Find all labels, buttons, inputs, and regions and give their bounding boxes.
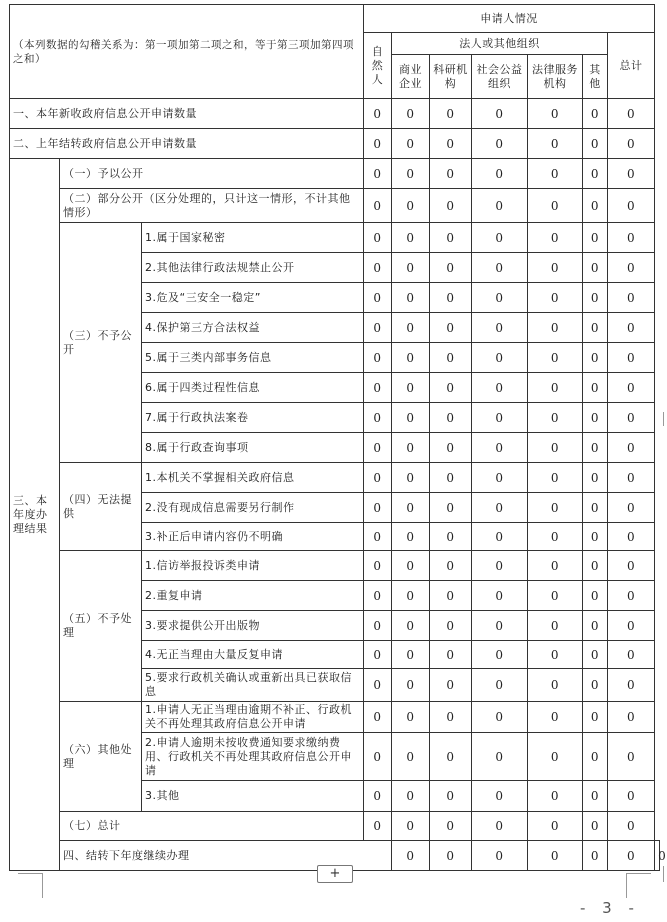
cell-commercial: 0 [392, 433, 430, 463]
cell-other: 0 [583, 493, 608, 523]
cell-research: 0 [430, 159, 472, 189]
cell-other: 0 [583, 669, 608, 702]
cell-legal-service: 0 [528, 373, 583, 403]
cell-legal-service: 0 [528, 99, 583, 129]
cell-natural: 0 [364, 733, 392, 781]
cell-legal-service: 0 [528, 493, 583, 523]
cell-commercial: 0 [392, 253, 430, 283]
row-label: 3.其他 [142, 781, 364, 812]
cell-natural: 0 [364, 812, 392, 841]
cell-legal-service: 0 [528, 343, 583, 373]
cell-social: 0 [472, 99, 528, 129]
total-header: 总计 [608, 33, 655, 99]
cell-natural: 0 [364, 403, 392, 433]
row-label: 2.重复申请 [142, 581, 364, 611]
cell-natural: 0 [364, 159, 392, 189]
cell-social: 0 [528, 841, 583, 871]
cell-research: 0 [430, 702, 472, 733]
cell-research: 0 [430, 99, 472, 129]
cell-social: 0 [472, 641, 528, 669]
page-edge-mark [663, 412, 667, 426]
row-label: 1.本机关不掌握相关政府信息 [142, 463, 364, 493]
cell-other: 0 [583, 733, 608, 781]
cell-commercial: 0 [392, 733, 430, 781]
cell-social: 0 [472, 581, 528, 611]
cell-legal-service: 0 [528, 463, 583, 493]
cell-commercial: 0 [392, 493, 430, 523]
disclosure-stats-table [9, 4, 667, 871]
cell-research: 0 [430, 313, 472, 343]
group-label-unable: （四）无法提供 [60, 463, 142, 551]
cell-total: 0 [608, 129, 655, 159]
cell-total: 0 [608, 343, 655, 373]
cell-natural: 0 [364, 253, 392, 283]
row-label: 4.保护第三方合法权益 [142, 313, 364, 343]
cell-natural: 0 [364, 129, 392, 159]
cell-total: 0 [608, 283, 655, 313]
cell-research: 0 [430, 433, 472, 463]
cell-social: 0 [472, 253, 528, 283]
row-label: 一、本年新收政府信息公开申请数量 [10, 99, 364, 129]
cell-other: 0 [608, 841, 655, 871]
cell-commercial: 0 [430, 841, 472, 871]
cell-other: 0 [583, 781, 608, 812]
group-label-not-disclosed: （三）不予公开 [60, 223, 142, 463]
row-label: 3.补正后申请内容仍不明确 [142, 523, 364, 551]
cell-research: 0 [430, 551, 472, 581]
cell-commercial: 0 [392, 641, 430, 669]
cell-social: 0 [472, 463, 528, 493]
cell-social: 0 [472, 373, 528, 403]
cell-natural: 0 [364, 702, 392, 733]
cell-natural: 0 [364, 283, 392, 313]
cell-legal-service: 0 [528, 283, 583, 313]
row-label: 5.属于三类内部事务信息 [142, 343, 364, 373]
cell-legal-service: 0 [528, 641, 583, 669]
table-row [10, 463, 660, 493]
crop-mark-left [18, 873, 43, 898]
cell-social: 0 [472, 611, 528, 641]
legal-service-header: 法律服务机构 [528, 55, 583, 99]
cell-commercial: 0 [392, 189, 430, 223]
cell-natural: 0 [364, 99, 392, 129]
cell-legal-service: 0 [528, 189, 583, 223]
cell-research: 0 [430, 129, 472, 159]
group-label-other-handling: （六）其他处理 [60, 702, 142, 812]
cell-total: 0 [608, 523, 655, 551]
row-label: （一）予以公开 [60, 159, 364, 189]
row-label: 2.其他法律行政法规禁止公开 [142, 253, 364, 283]
cell-commercial: 0 [392, 99, 430, 129]
cell-other: 0 [583, 463, 608, 493]
cell-legal-service: 0 [528, 781, 583, 812]
cell-commercial: 0 [392, 373, 430, 403]
cell-other: 0 [583, 283, 608, 313]
cell-legal-service: 0 [528, 523, 583, 551]
cell-natural: 0 [364, 493, 392, 523]
cell-research: 0 [430, 189, 472, 223]
cell-research: 0 [430, 493, 472, 523]
cell-total: 0 [608, 433, 655, 463]
cell-natural: 0 [364, 373, 392, 403]
row-label: 2.申请人逾期未按收费通知要求缴纳费用、行政机关不再处理其政府信息公开申请 [142, 733, 364, 781]
cell-social: 0 [472, 129, 528, 159]
cell-other: 0 [583, 189, 608, 223]
cell-research: 0 [430, 223, 472, 253]
cell-total: 0 [608, 669, 655, 702]
cell-legal-service: 0 [528, 611, 583, 641]
cell-research: 0 [430, 403, 472, 433]
cell-total: 0 [608, 463, 655, 493]
cell-other: 0 [583, 253, 608, 283]
cell-other: 0 [583, 702, 608, 733]
cell-other: 0 [583, 129, 608, 159]
cell-other: 0 [583, 159, 608, 189]
cell-research: 0 [430, 253, 472, 283]
cell-research: 0 [430, 781, 472, 812]
cell-research: 0 [430, 523, 472, 551]
cell-other: 0 [583, 812, 608, 841]
cell-other: 0 [583, 523, 608, 551]
cell-other: 0 [583, 611, 608, 641]
cell-legal-service: 0 [583, 841, 608, 871]
cell-social: 0 [472, 523, 528, 551]
cell-other: 0 [583, 641, 608, 669]
cell-total: 0 [608, 189, 655, 223]
cell-commercial: 0 [392, 611, 430, 641]
cell-commercial: 0 [392, 129, 430, 159]
cell-social: 0 [472, 702, 528, 733]
cell-legal-service: 0 [528, 433, 583, 463]
cell-research: 0 [430, 581, 472, 611]
row-label: 8.属于行政查询事项 [142, 433, 364, 463]
cell-commercial: 0 [392, 313, 430, 343]
cell-legal-service: 0 [528, 403, 583, 433]
cell-total: 0 [608, 641, 655, 669]
row-label: 6.属于四类过程性信息 [142, 373, 364, 403]
row-label: 5.要求行政机关确认或重新出具已获取信息 [142, 669, 364, 702]
cell-social: 0 [472, 313, 528, 343]
cell-legal-service: 0 [528, 733, 583, 781]
cell-total: 0 [608, 313, 655, 343]
cell-commercial: 0 [392, 812, 430, 841]
cell-commercial: 0 [392, 523, 430, 551]
cell-social: 0 [472, 551, 528, 581]
cell-commercial: 0 [392, 159, 430, 189]
table-row [10, 702, 660, 733]
cell-total: 0 [608, 99, 655, 129]
cell-total: 0 [608, 551, 655, 581]
table-row [10, 99, 660, 129]
group-label-not-processed: （五）不予处理 [60, 551, 142, 702]
row-label: 3.要求提供公开出版物 [142, 611, 364, 641]
cell-research: 0 [430, 733, 472, 781]
cell-social: 0 [472, 283, 528, 313]
cell-natural: 0 [364, 781, 392, 812]
cell-legal-service: 0 [528, 253, 583, 283]
cell-natural: 0 [364, 189, 392, 223]
row-label: 1.信访举报投诉类申请 [142, 551, 364, 581]
row-label: 四、结转下年度继续办理 [60, 841, 392, 871]
cell-natural: 0 [364, 551, 392, 581]
cell-natural: 0 [364, 343, 392, 373]
row-label: （七）总计 [60, 812, 364, 841]
cell-commercial: 0 [392, 551, 430, 581]
cell-total: 0 [608, 781, 655, 812]
cell-other: 0 [583, 223, 608, 253]
cell-other: 0 [583, 581, 608, 611]
results-category-label: 三、本年度办理结果 [10, 159, 60, 871]
cell-research: 0 [430, 373, 472, 403]
cell-commercial: 0 [392, 343, 430, 373]
cell-total: 0 [655, 841, 660, 871]
cell-commercial: 0 [392, 781, 430, 812]
cell-social: 0 [472, 343, 528, 373]
cell-research: 0 [430, 812, 472, 841]
table-row [10, 551, 660, 581]
legal-org-header: 法人或其他组织 [392, 33, 608, 55]
cell-commercial: 0 [392, 283, 430, 313]
cell-total: 0 [608, 253, 655, 283]
other-header: 其他 [583, 55, 608, 99]
page-number: - 3 - [580, 899, 640, 917]
cell-natural: 0 [364, 463, 392, 493]
cell-commercial: 0 [392, 669, 430, 702]
cell-total: 0 [608, 611, 655, 641]
research-header: 科研机构 [430, 55, 472, 99]
cell-research: 0 [430, 669, 472, 702]
cell-social: 0 [472, 669, 528, 702]
cell-social: 0 [472, 159, 528, 189]
cell-social: 0 [472, 812, 528, 841]
cell-social: 0 [472, 433, 528, 463]
cell-other: 0 [583, 99, 608, 129]
row-label: 1.属于国家秘密 [142, 223, 364, 253]
cell-social: 0 [472, 781, 528, 812]
cell-legal-service: 0 [528, 669, 583, 702]
cell-commercial: 0 [392, 702, 430, 733]
cell-natural: 0 [364, 641, 392, 669]
cell-total: 0 [608, 159, 655, 189]
cell-natural: 0 [392, 841, 430, 871]
cell-natural: 0 [364, 611, 392, 641]
natural-person-header: 自然人 [364, 33, 392, 99]
cell-commercial: 0 [392, 581, 430, 611]
commercial-header: 商业企业 [392, 55, 430, 99]
social-header: 社会公益组织 [472, 55, 528, 99]
cell-natural: 0 [364, 223, 392, 253]
applicant-situation-header: 申请人情况 [364, 5, 655, 33]
cell-commercial: 0 [392, 223, 430, 253]
cell-natural: 0 [364, 433, 392, 463]
table-row [10, 812, 660, 841]
row-label: 7.属于行政执法案卷 [142, 403, 364, 433]
cell-legal-service: 0 [528, 702, 583, 733]
cell-total: 0 [608, 223, 655, 253]
cell-legal-service: 0 [528, 129, 583, 159]
cell-commercial: 0 [392, 403, 430, 433]
cell-social: 0 [472, 403, 528, 433]
cell-total: 0 [608, 702, 655, 733]
relation-note: （本列数据的勾稽关系为：第一项加第二项之和，等于第三项加第四项之和） [10, 5, 364, 99]
cell-natural: 0 [364, 313, 392, 343]
cell-other: 0 [583, 551, 608, 581]
cell-natural: 0 [364, 581, 392, 611]
cell-total: 0 [608, 812, 655, 841]
cell-total: 0 [608, 493, 655, 523]
row-label: 二、上年结转政府信息公开申请数量 [10, 129, 364, 159]
cell-research: 0 [430, 463, 472, 493]
table-row [10, 159, 660, 189]
cell-total: 0 [608, 733, 655, 781]
page-edge-mark [663, 866, 667, 882]
cell-legal-service: 0 [528, 581, 583, 611]
cell-research: 0 [430, 641, 472, 669]
cell-legal-service: 0 [528, 223, 583, 253]
cell-commercial: 0 [392, 463, 430, 493]
cell-social: 0 [472, 223, 528, 253]
cell-other: 0 [583, 373, 608, 403]
cell-research: 0 [472, 841, 528, 871]
cell-other: 0 [583, 433, 608, 463]
cell-other: 0 [583, 343, 608, 373]
cell-natural: 0 [364, 669, 392, 702]
cell-research: 0 [430, 611, 472, 641]
cell-research: 0 [430, 283, 472, 313]
cell-social: 0 [472, 733, 528, 781]
cell-total: 0 [608, 581, 655, 611]
cell-legal-service: 0 [528, 159, 583, 189]
crop-mark-right [626, 873, 651, 898]
cell-legal-service: 0 [528, 313, 583, 343]
row-label: 4.无正当理由大量反复申请 [142, 641, 364, 669]
cell-natural: 0 [364, 523, 392, 551]
table-row [10, 129, 660, 159]
cell-other: 0 [583, 403, 608, 433]
row-label: （二）部分公开（区分处理的，只计这一情形，不计其他情形） [60, 189, 364, 223]
cell-social: 0 [472, 189, 528, 223]
row-label: 2.没有现成信息需要另行制作 [142, 493, 364, 523]
cell-total: 0 [608, 373, 655, 403]
cell-legal-service: 0 [528, 812, 583, 841]
row-label: 3.危及“三安全一稳定” [142, 283, 364, 313]
row-label: 1.申请人无正当理由逾期不补正、行政机关不再处理其政府信息公开申请 [142, 702, 364, 733]
cell-legal-service: 0 [528, 551, 583, 581]
cell-other: 0 [583, 313, 608, 343]
cell-research: 0 [430, 343, 472, 373]
cell-social: 0 [472, 493, 528, 523]
table-row [10, 189, 660, 223]
add-row-button[interactable]: + [317, 865, 353, 883]
table-row [10, 223, 660, 253]
cell-total: 0 [608, 403, 655, 433]
